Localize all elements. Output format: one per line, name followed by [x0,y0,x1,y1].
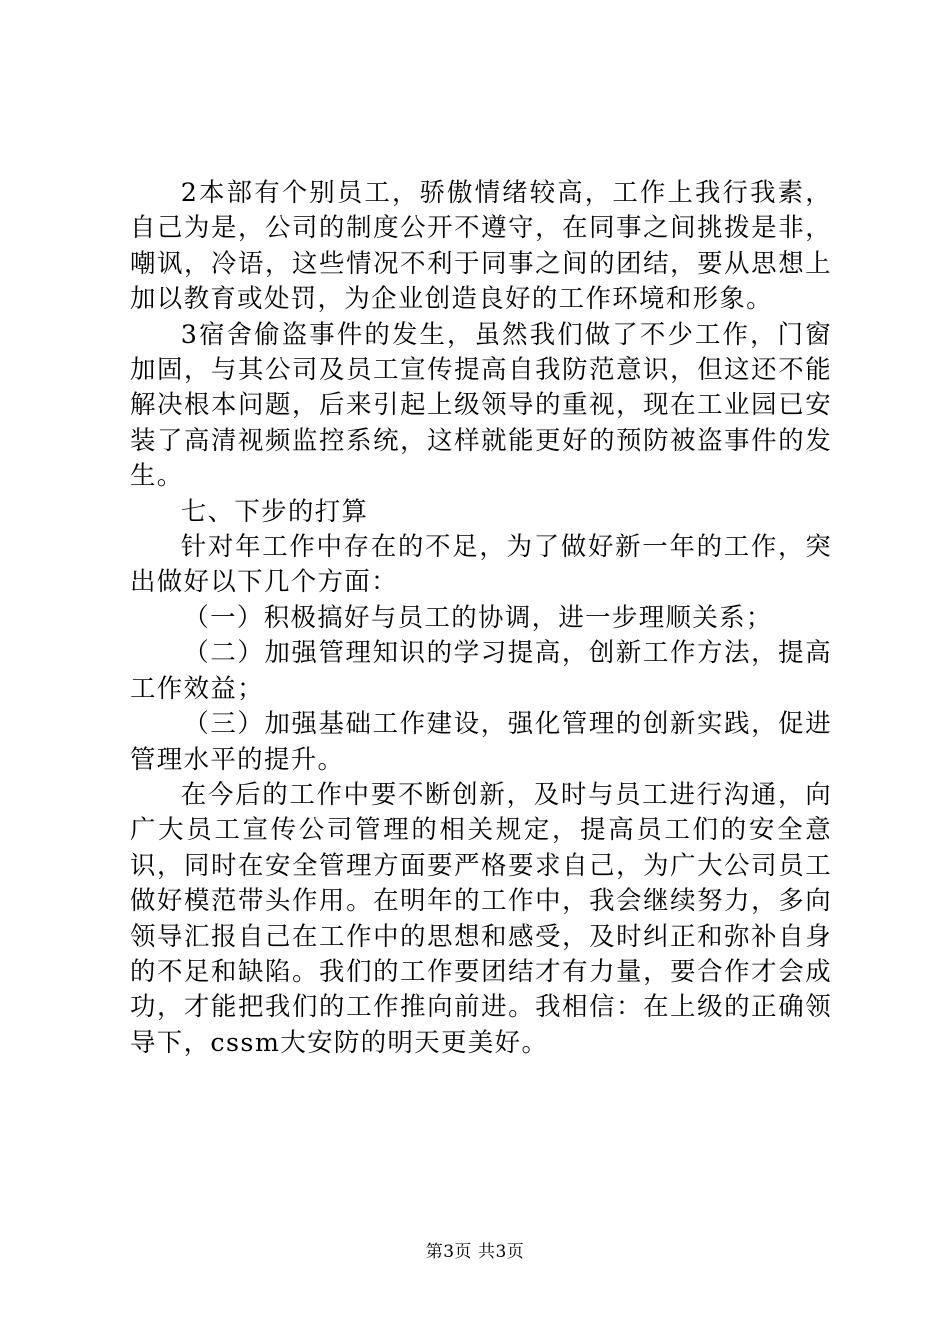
paragraph-issue-3: 3宿舍偷盗事件的发生，虽然我们做了不少工作，门窗加固，与其公司及员工宣传提高自我防范意识，但这还不能解决根本问题，后来引起上级领导的重视，现在工业园已安装了高清视频监控系统，这样就能更好的预防被盗事件的发生。 [130,318,832,491]
paragraph-issue-2: 2本部有个别员工，骄傲情绪较高，工作上我行我素，自己为是，公司的制度公开不遵守，在同事之间挑拨是非，嘲讽，冷语，这些情况不利于同事之间的团结，要从思想上加以教育或处罚，为企业创造良好的工作环境和形象。 [130,177,832,314]
paragraph-conclusion: 在今后的工作中要不断创新，及时与员工进行沟通，向广大员工宣传公司管理的相关规定，提高员工们的安全意识，同时在安全管理方面要严格要求自己，为广大公司员工做好模范带头作用。在明年的工作中，我会继续努力，多向领导汇报自己在工作中的思想和感受，及时纠正和弥补自身的不足和缺陷。我们的工作要团结才有力量，要合作才会成功，才能把我们的工作推向前进。我相信：在上级的正确领导下，cssm大安防的明天更美好。 [130,778,832,1057]
paragraph-plan-3: （三）加强基础工作建设，强化管理的创新实践，促进管理水平的提升。 [130,708,832,774]
paragraph-plan-1: （一）积极搞好与员工的协调，进一步理顺关系； [183,601,773,632]
document-body [130,175,832,1060]
paragraph-plan-2: （二）加强管理知识的学习提高，创新工作方法，提高工作效益； [130,637,832,703]
paragraph-intro-plans: 针对年工作中存在的不足，为了做好新一年的工作，突出做好以下几个方面： [130,531,832,597]
page-footer: 第3页 共3页 [425,1242,525,1262]
section-heading-next-steps: 七、下步的打算 [180,495,369,526]
